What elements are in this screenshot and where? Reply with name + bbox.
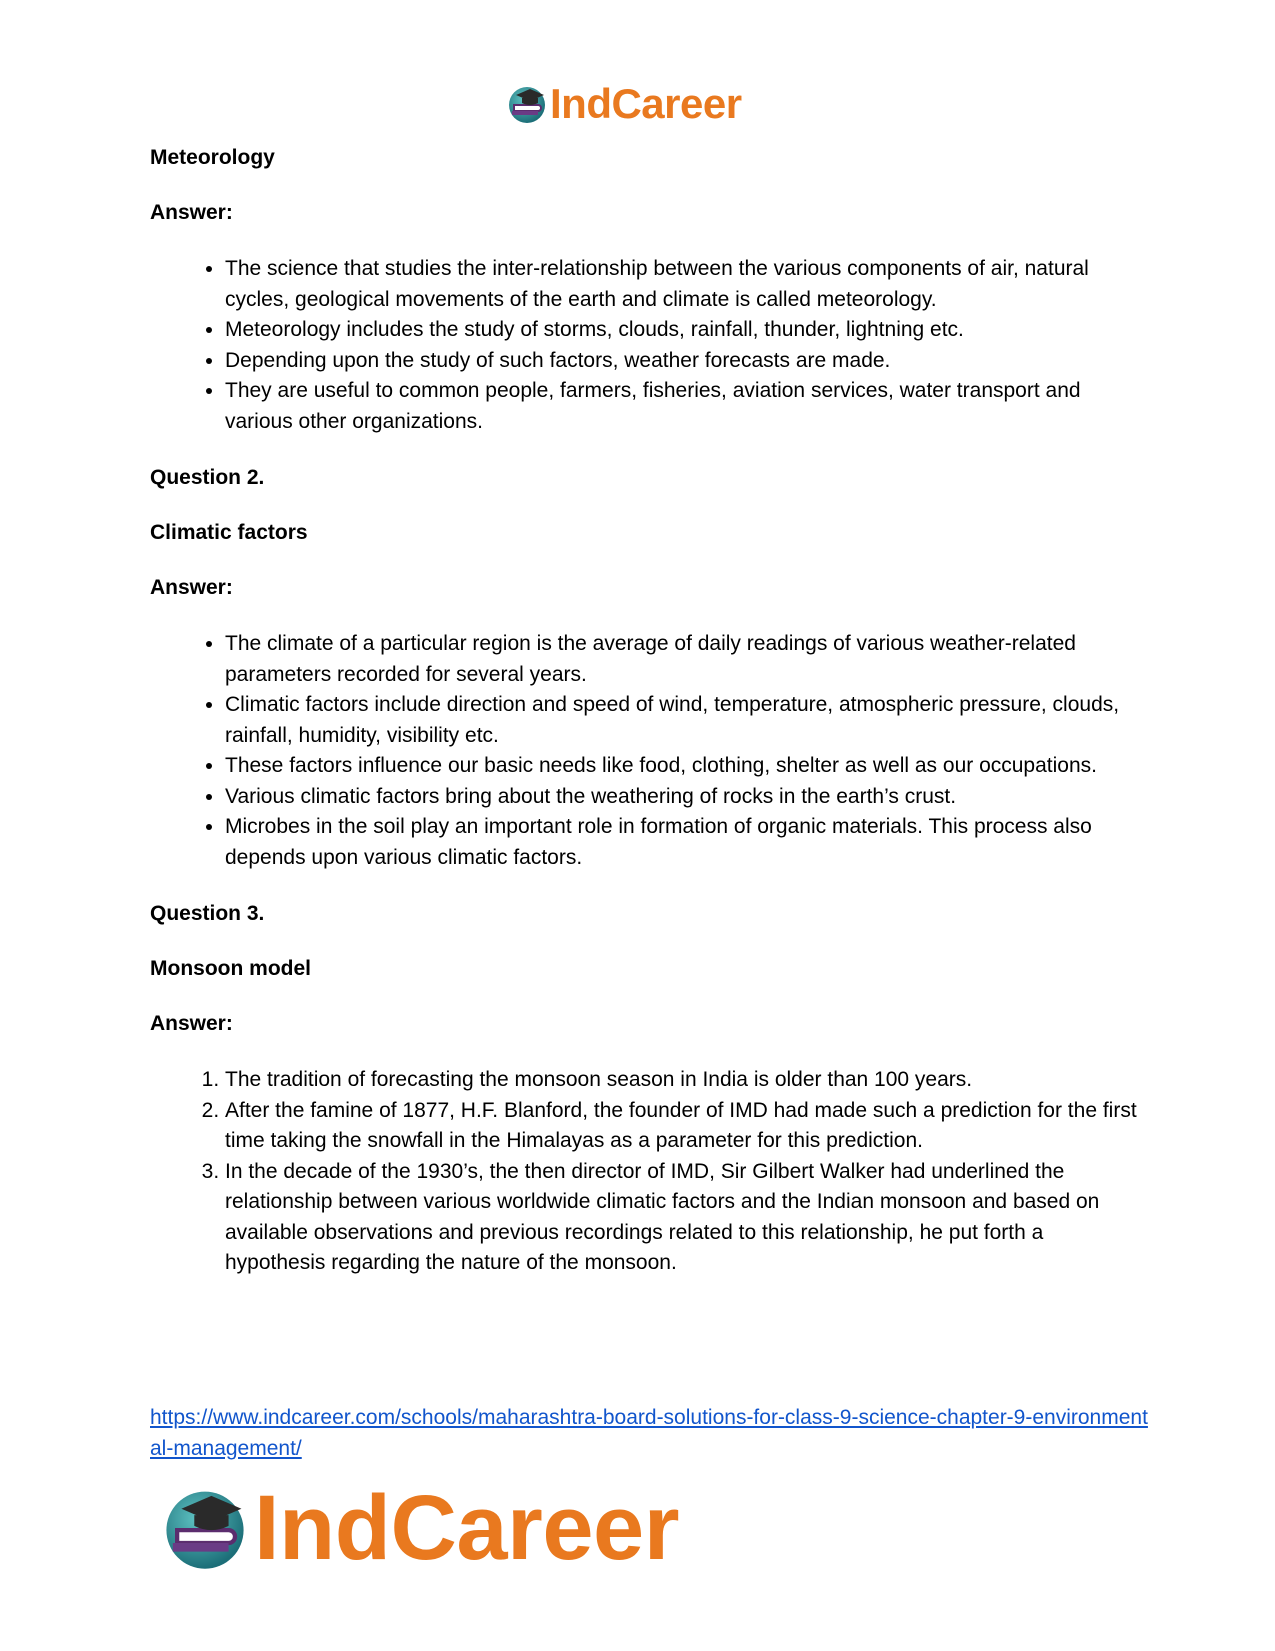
list-item: • The science that studies the inter-relationship between the various components of air, natural cycles, geological movements of the earth and climate is called meteorology.	[225, 254, 1140, 315]
section-1-title: Meteorology	[150, 146, 275, 169]
section-3-list	[150, 1065, 1140, 1279]
list-item: • They are useful to common people, farmers, fisheries, aviation services, water transport and various other organizations.	[225, 376, 1140, 437]
section-2-answer-label: Answer:	[150, 576, 233, 599]
header-logo	[506, 80, 742, 128]
section-2-list	[150, 629, 1140, 873]
graduation-book-globe-icon	[160, 1483, 250, 1573]
logo-wordmark: IndCareer	[550, 80, 742, 127]
section-1-answer-label: Answer:	[150, 201, 233, 224]
section-2-title: Climatic factors	[150, 521, 308, 544]
logo-wordmark: IndCareer	[254, 1477, 679, 1579]
section-3-title: Monsoon model	[150, 957, 311, 980]
list-item: • Microbes in the soil play an important role in formation of organic materials. This process also depends upon various climatic factors.	[225, 812, 1140, 873]
list-item: • Depending upon the study of such factors, weather forecasts are made.	[225, 346, 1140, 377]
list-item: • The climate of a particular region is the average of daily readings of various weather-related parameters recorded for several years.	[225, 629, 1140, 690]
list-item: 3. In the decade of the 1930’s, the then director of IMD, Sir Gilbert Walker had underlined the relationship between various worldwide climatic factors and the Indian monsoon and based on available observations and previous recordings related to this relationship, he put forth a hypothesis regarding the nature of the monsoon.	[225, 1157, 1140, 1279]
question-2-label: Question 2.	[150, 466, 265, 489]
section-3-answer-label: Answer:	[150, 1012, 233, 1035]
footer-logo	[160, 1478, 679, 1578]
list-item: 2. After the famine of 1877, H.F. Blanford, the founder of IMD had made such a prediction for the first time taking the snowfall in the Himalayas as a parameter for this prediction.	[225, 1096, 1140, 1157]
graduation-book-globe-icon	[506, 83, 548, 125]
list-item: 1. The tradition of forecasting the monsoon season in India is older than 100 years.	[225, 1065, 1140, 1096]
list-item: • Climatic factors include direction and speed of wind, temperature, atmospheric pressure, clouds, rainfall, humidity, visibility etc.	[225, 690, 1140, 751]
list-item: • These factors influence our basic needs like food, clothing, shelter as well as our occupations.	[225, 751, 1140, 782]
source-link[interactable]: https://www.indcareer.com/schools/maharashtra-board-solutions-for-class-9-science-chapter-9-environmental-management/	[150, 1406, 1148, 1460]
question-3-label: Question 3.	[150, 902, 265, 925]
list-item: • Meteorology includes the study of storms, clouds, rainfall, thunder, lightning etc.	[225, 315, 1140, 346]
document-body	[150, 144, 1140, 1306]
section-1-list	[150, 254, 1140, 437]
list-item: • Various climatic factors bring about the weathering of rocks in the earth’s crust.	[225, 782, 1140, 813]
